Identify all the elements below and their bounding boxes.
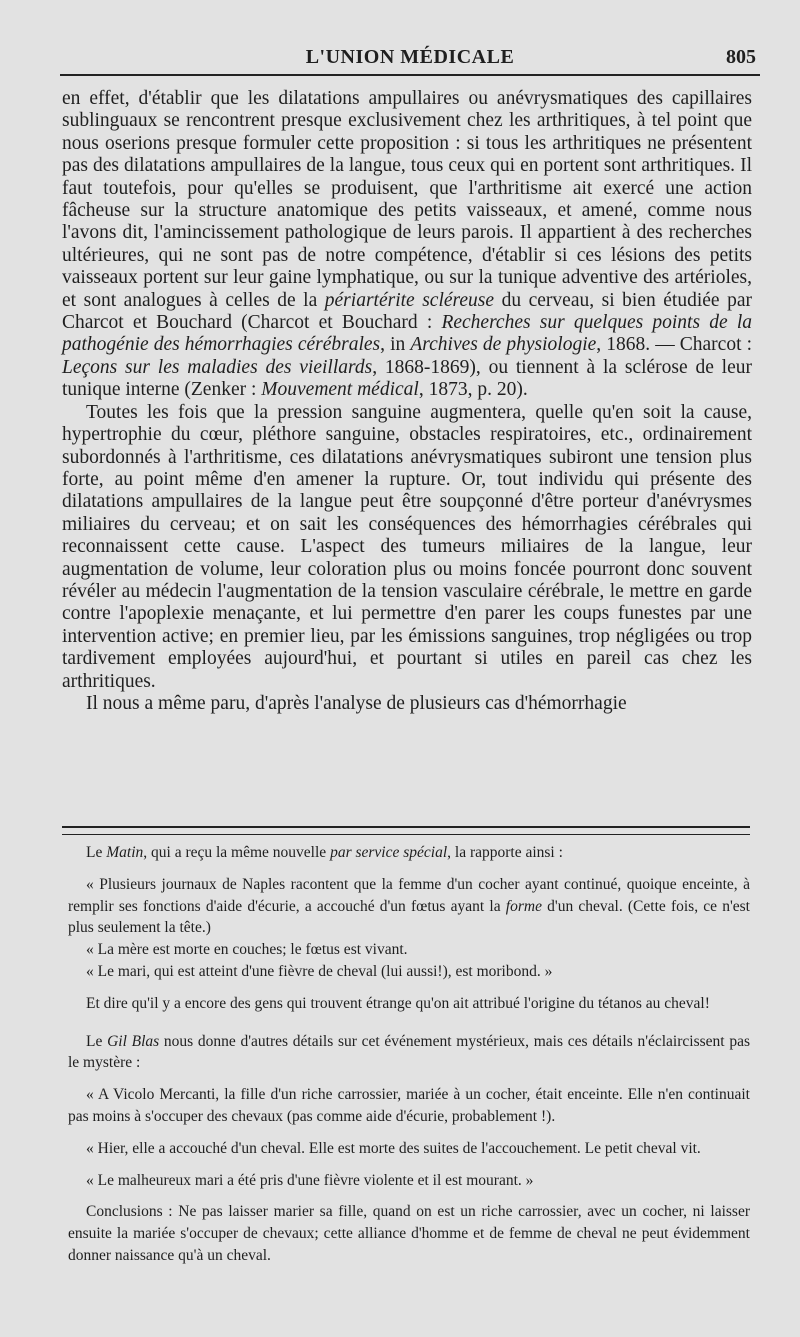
note-line-4: « Le mari, qui est atteint d'une fièvre de cheval (lui aussi!), est moribond. » — [86, 962, 553, 980]
n6-text-c: nous donne d'autres détails sur cet événement mystérieux, mais ces détails n'éclaircissent pas le mystère : — [68, 1032, 750, 1072]
running-title: L'UNION MÉDICALE — [305, 46, 515, 68]
n2-text-a: « Plusieurs journaux de Naples racontent que la femme d'un cocher ayant continué, quoique enceinte, à remplir ses fonctions d'aide d'écurie, a accouché d'un fœtus ayant la — [68, 875, 750, 915]
note-line-10: Conclusions : Ne pas laisser marier sa fille, quand on est un riche carrossier, avec un cocher, ni laisser ensuite la mariée s'occuper de chevaux; cette alliance d'homme et de femme de cheval ne peut évidemment donner naissance qu'à un cheval. — [68, 1203, 750, 1264]
n1-text-c: , qui a reçu la même nouvelle — [143, 844, 331, 861]
n1-text-e: , la rapporte ainsi : — [447, 844, 563, 861]
p1-text-g: , 1868. — Charcot : — [596, 334, 752, 356]
header-rule — [60, 74, 760, 76]
p1-italic-h: Leçons sur les maladies des vieillards — [62, 356, 373, 378]
note-line-9: « Le malheureux mari a été pris d'une fièvre violente et il est mourant. » — [86, 1171, 534, 1189]
note-line-6 — [68, 1031, 750, 1075]
p1-text-a: en effet, d'établir que les dilatations ampullaires ou anévrysmatiques des capillaires sublinguaux se rencontrent presque exclusivement chez les arthritiques, à tel point que nous oserions presque formuler cette proposition : si tous les arthritiques ne présentent pas des dilatations ampullaires de la langue, tous ceux qui en portent sont arthritiques. Il faut toutefois, pour qu'elles se produisent, que l'arthritisme ait exercé une action fâcheuse sur la structure anatomique des petits vaisseaux, et amené, comme nous l'avons dit, l'amincissement pathologique de leurs parois. Il appartient à des recherches ultérieures, qui ne sont pas de notre compétence, d'établir si ces lésions des petits vaisseaux portent sur leur gaine lymphatique, ou sur la tunique adventive des artérioles, et sont analogues à celles de la — [62, 88, 752, 311]
paragraph-2: Toutes les fois que la pression sanguine augmentera, quelle qu'en soit la cause, hypertrophie du cœur, pléthore sanguine, obstacles respiratoires, etc., ordinairement subordonnés à l'arthritisme, ces dilatations anévrysmatiques subiront une tension plus forte, au point même d'en amener la rupture. Or, tout individu qui présente des dilatations ampullaires de la langue peut être soupçonné d'être porteur d'anévrysmes miliaires du cerveau; et on sait les conséquences des hémorrhagies cérébrales qui reconnaissent cette cause. L'aspect des tumeurs miliaires de la langue, leur augmentation de volume, leur coloration plus ou moins foncée pourront donc souvent révéler au médecin l'augmentation de la tension vasculaire cérébrale, le mettre en garde contre l'apoplexie menaçante, et lui permettre d'en parer les coups funestes par une intervention active; en premier lieu, par les émissions sanguines, trop négligées ou trop tardivement employées aujourd'hui, et pourtant si utiles en pareil cas chez les arthritiques. — [62, 401, 752, 692]
note-line-2 — [68, 874, 750, 939]
n2-text-c: d'un cheval. (Cette fois, ce n'est plus seulement la tête.) — [68, 897, 750, 937]
p1-text-k: , 1873, p. 20). — [418, 379, 528, 401]
p1-text-e: , in — [380, 334, 411, 356]
n6-text-a: Le — [86, 1032, 108, 1050]
paragraph-3: Il nous a même paru, d'après l'analyse de plusieurs cas d'hémorrhagie — [86, 692, 627, 714]
main-text — [62, 88, 752, 715]
paragraph-1 — [62, 88, 752, 402]
p1-italic-f: Archives de physiologie — [410, 334, 597, 356]
p1-text-c: du cerveau, si bien étudiée par Charcot et Bouchard (Charcot et Bouchard : — [62, 289, 752, 334]
p1-text-i: , 1868-1869), ou tiennent à la sclérose de leur tunique interne (Zenker : — [62, 356, 752, 401]
p1-italic-d: Recherches sur quelques points de la pathogénie des hémorrhagies cérébrales — [62, 312, 752, 356]
n6-italic-b: Gil Blas — [107, 1032, 160, 1050]
note-line-7: « A Vicolo Mercanti, la fille d'un riche carrossier, mariée à un cocher, était enceinte. Elle n'en continuait pas moins à s'occuper des chevaux (pas comme aide d'écurie, probablement !). — [68, 1086, 750, 1125]
page-header — [60, 40, 760, 76]
news-note — [68, 842, 750, 1267]
p1-italic-b: périartérite scléreuse — [324, 289, 495, 311]
p1-italic-j: Mouvement médical — [261, 379, 419, 401]
section-divider — [62, 826, 750, 835]
n1-italic-b: Matin — [106, 844, 144, 861]
n1-text-a: Le — [86, 844, 107, 861]
n2-italic-b: forme — [505, 897, 542, 915]
page-number: 805 — [726, 46, 756, 68]
note-line-1 — [68, 842, 750, 864]
note-line-3: « La mère est morte en couches; le fœtus est vivant. — [86, 941, 408, 959]
n1-italic-d: par service spécial — [330, 844, 448, 861]
note-line-8: « Hier, elle a accouché d'un cheval. Elle est morte des suites de l'accouchement. Le petit cheval vit. — [86, 1139, 701, 1157]
note-line-5: Et dire qu'il y a encore des gens qui trouvent étrange qu'on ait attribué l'origine du tétanos au cheval! — [86, 994, 710, 1012]
